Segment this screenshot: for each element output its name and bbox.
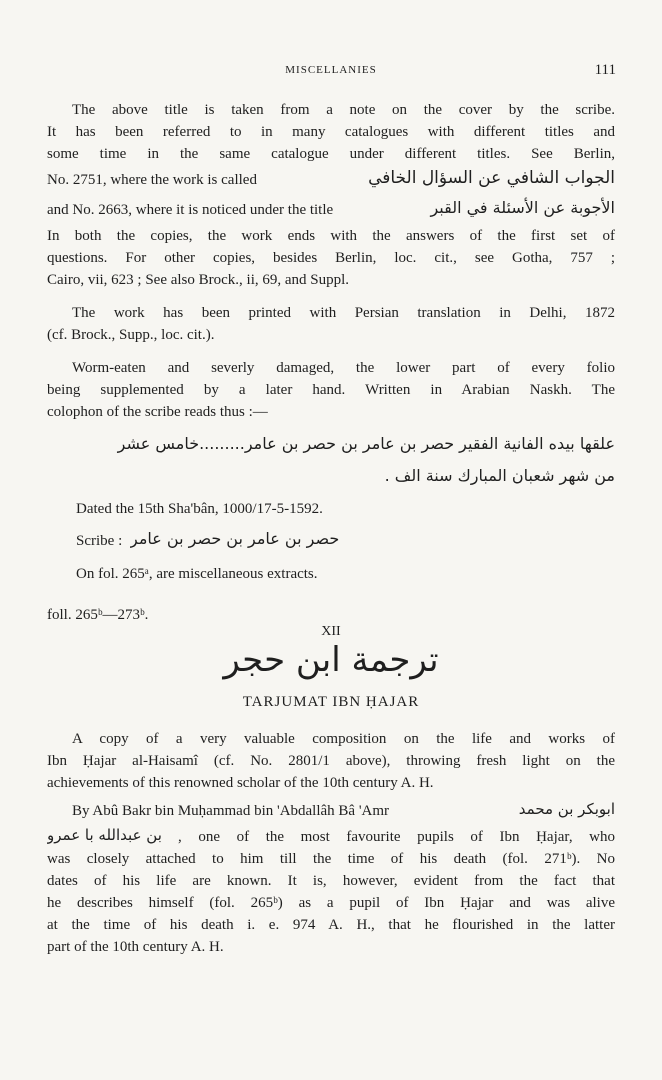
- para1-line3: some time in the same catalogue under different titles. See Berlin,: [47, 146, 615, 162]
- para1-line2: It has been referred to in many catalogues with different titles and: [47, 124, 615, 140]
- para4-line2: Ibn Ḥajar al-Haisamî (cf. No. 2801/1 above), throwing fresh light on the: [47, 753, 615, 769]
- foll-line: foll. 265ᵇ—273ᵇ.: [47, 607, 149, 623]
- para5-line7: part of the 10th century A. H.: [47, 939, 224, 955]
- para5-line4: dates of his life are known. It is, however, evident from the fact that: [47, 873, 615, 889]
- para1-line5: and No. 2663, where it is noticed under the title: [47, 202, 334, 218]
- on-fol-line: On fol. 265ᵃ, are miscellaneous extracts.: [76, 566, 318, 582]
- section-arabic-title: ترجمة ابن حجر: [223, 640, 439, 680]
- para5-arabic-name: ابوبكر بن محمد: [518, 800, 615, 818]
- para1-line7: questions. For other copies, besides Berlin, loc. cit., see Gotha, 757 ;: [47, 250, 615, 266]
- para1-line6: In both the copies, the work ends with the answers of the first set of: [47, 228, 615, 244]
- section-number: XII: [321, 624, 341, 639]
- para5-arabic-name-cont: بن عبدالله با عمرو: [47, 826, 162, 844]
- para3-line2: being supplemented by a later hand. Written in Arabian Naskh. The: [47, 382, 615, 398]
- para3-line3: colophon of the scribe reads thus :—: [47, 404, 268, 420]
- para1-line4: No. 2751, where the work is called: [47, 172, 257, 188]
- para5-line3: was closely attached to him till the time of his death (fol. 271ᵇ). No: [47, 851, 615, 867]
- para5-line5: he describes himself (fol. 265ᵇ) as a pupil of Ibn Ḥajar and was alive: [47, 895, 615, 911]
- section-title: TARJUMAT IBN ḤAJAR: [242, 694, 420, 710]
- para4-line3: achievements of this renowned scholar of the 10th century A. H.: [47, 775, 434, 791]
- colophon-arabic-line1: علقها بيده الفانية الفقير حصر بن عامر بن حصر بن عامر.........خامس عشر: [117, 434, 615, 453]
- para5-line6: at the time of his death i. e. 974 A. H., that he flourished in the latter: [47, 917, 615, 933]
- para5-line2: , one of the most favourite pupils of Ibn Ḥajar, who: [178, 829, 615, 845]
- para1-line8: Cairo, vii, 623 ; See also Brock., ii, 69, and Suppl.: [47, 272, 350, 288]
- scribe-arabic: حصر بن عامر بن حصر بن عامر: [130, 529, 340, 548]
- running-header: MISCELLANIES: [285, 64, 377, 76]
- arabic-title-2663: الأجوبة عن الأسئلة في القبر: [430, 198, 615, 217]
- dated-line: Dated the 15th Sha'bân, 1000/17-5-1592.: [76, 501, 323, 517]
- para2-line2: (cf. Brock., Supp., loc. cit.).: [47, 327, 215, 343]
- page-number: 111: [594, 62, 616, 78]
- para4-line1: A copy of a very valuable composition on the life and works of: [72, 731, 615, 747]
- colophon-arabic-line2: من شهر شعبان المبارك سنة الف .: [384, 466, 615, 485]
- scribe-label: Scribe :: [76, 533, 123, 549]
- para5-line1: By Abû Bakr bin Muḥammad bin 'Abdallâh Bâ 'Amr: [72, 803, 390, 819]
- arabic-title-berlin: الجواب الشافي عن السؤال الخافي: [368, 168, 615, 188]
- para1-line1: The above title is taken from a note on the cover by the scribe.: [72, 102, 615, 118]
- para2-line1: The work has been printed with Persian translation in Delhi, 1872: [72, 305, 615, 321]
- para3-line1: Worm-eaten and severly damaged, the lower part of every folio: [72, 360, 615, 376]
